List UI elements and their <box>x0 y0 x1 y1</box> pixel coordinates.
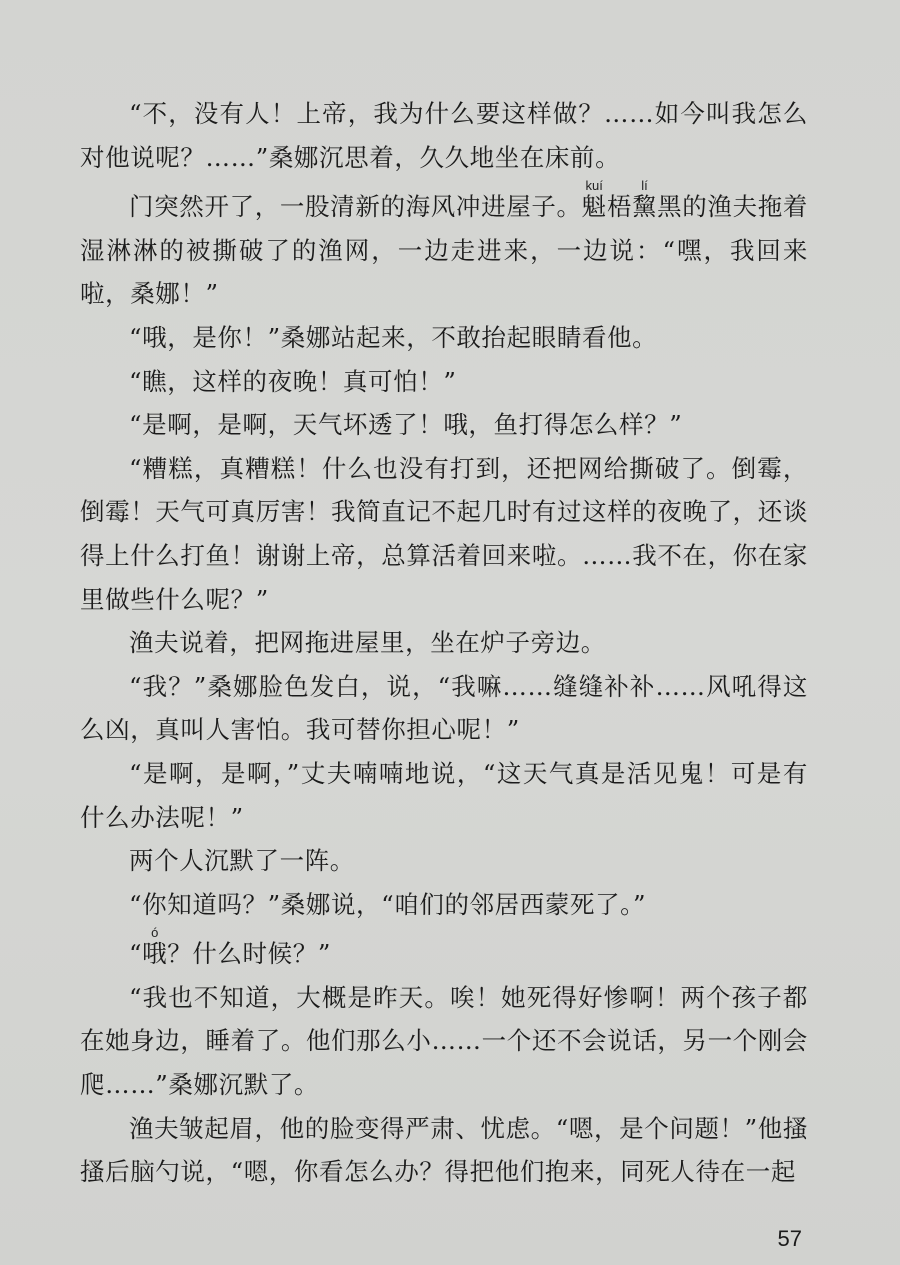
paragraph: “你知道吗？”桑娜说，“咱们的邻居西蒙死了。” <box>129 889 647 919</box>
pinyin-annotation: 魁kuí <box>581 178 607 222</box>
pinyin-annotation: 哦ó <box>142 925 168 969</box>
paragraph: “不，没有人！上帝，我为什么要这样做？……如今叫我怎么对他说呢？……”桑娜沉思着，久久地坐在床前。 <box>80 99 808 172</box>
paragraph-segment: “ <box>129 939 143 969</box>
pinyin-annotation: 梧 <box>606 192 632 222</box>
paragraph: “糟糕，真糟糕！什么也没有打到，还把网给撕破了。倒霉，倒霉！天气可真厉害！我简直记不起几时有过这样的夜晚了，还谈得上什么打鱼！谢谢上帝，总算活着回来啦。……我不在，你在家里做些什么呢？” <box>80 453 808 614</box>
paragraph-segment: ？什么时候？” <box>167 939 331 969</box>
paragraph-segment: 门突然开了，一股清新的海风冲进屋子。 <box>129 192 582 222</box>
paragraph: “哦，是你！”桑娜站起来，不敢抬起眼睛看他。 <box>129 322 658 352</box>
page-number: 57 <box>777 1226 802 1251</box>
paragraph <box>80 926 808 976</box>
paragraph: “是啊，是啊，天气坏透了！哦，鱼打得怎么样？” <box>129 410 683 440</box>
paragraph-segment: 黑的渔夫拖着湿淋淋的被撕破了的渔网，一边走进来，一边说：“嘿，我回来啦，桑娜！” <box>80 192 808 309</box>
paragraph: 渔夫皱起眉，他的脸变得严肃、忧虑。“嗯，是个问题！”他搔搔后脑勺说，“嗯，你看怎么办？得把他们抱来，同死人待在一起 <box>80 1113 808 1187</box>
paragraph: 渔夫说着，把网拖进屋里，坐在炉子旁边。 <box>129 628 606 658</box>
paragraph: “我也不知道，大概是昨天。唉！她死得好惨啊！两个孩子都在她身边，睡着了。他们那么小……一个还不会说话，另一个刚会爬……”桑娜沉默了。 <box>80 982 808 1100</box>
pinyin-annotation: 黧lí <box>631 178 658 222</box>
paragraph: “我？”桑娜脸色发白，说，“我嘛……缝缝补补……风吼得这么凶，真叫人害怕。我可替你担心呢！” <box>80 671 808 745</box>
paragraph <box>80 179 808 316</box>
paragraph: “是啊，是啊，”丈夫喃喃地说，“这天气真是活见鬼！可是有什么办法呢！” <box>80 758 808 832</box>
paragraph: “瞧，这样的夜晚！真可怕！” <box>129 366 457 396</box>
story-text <box>80 92 808 1194</box>
paragraph: 两个人沉默了一阵。 <box>129 846 355 876</box>
